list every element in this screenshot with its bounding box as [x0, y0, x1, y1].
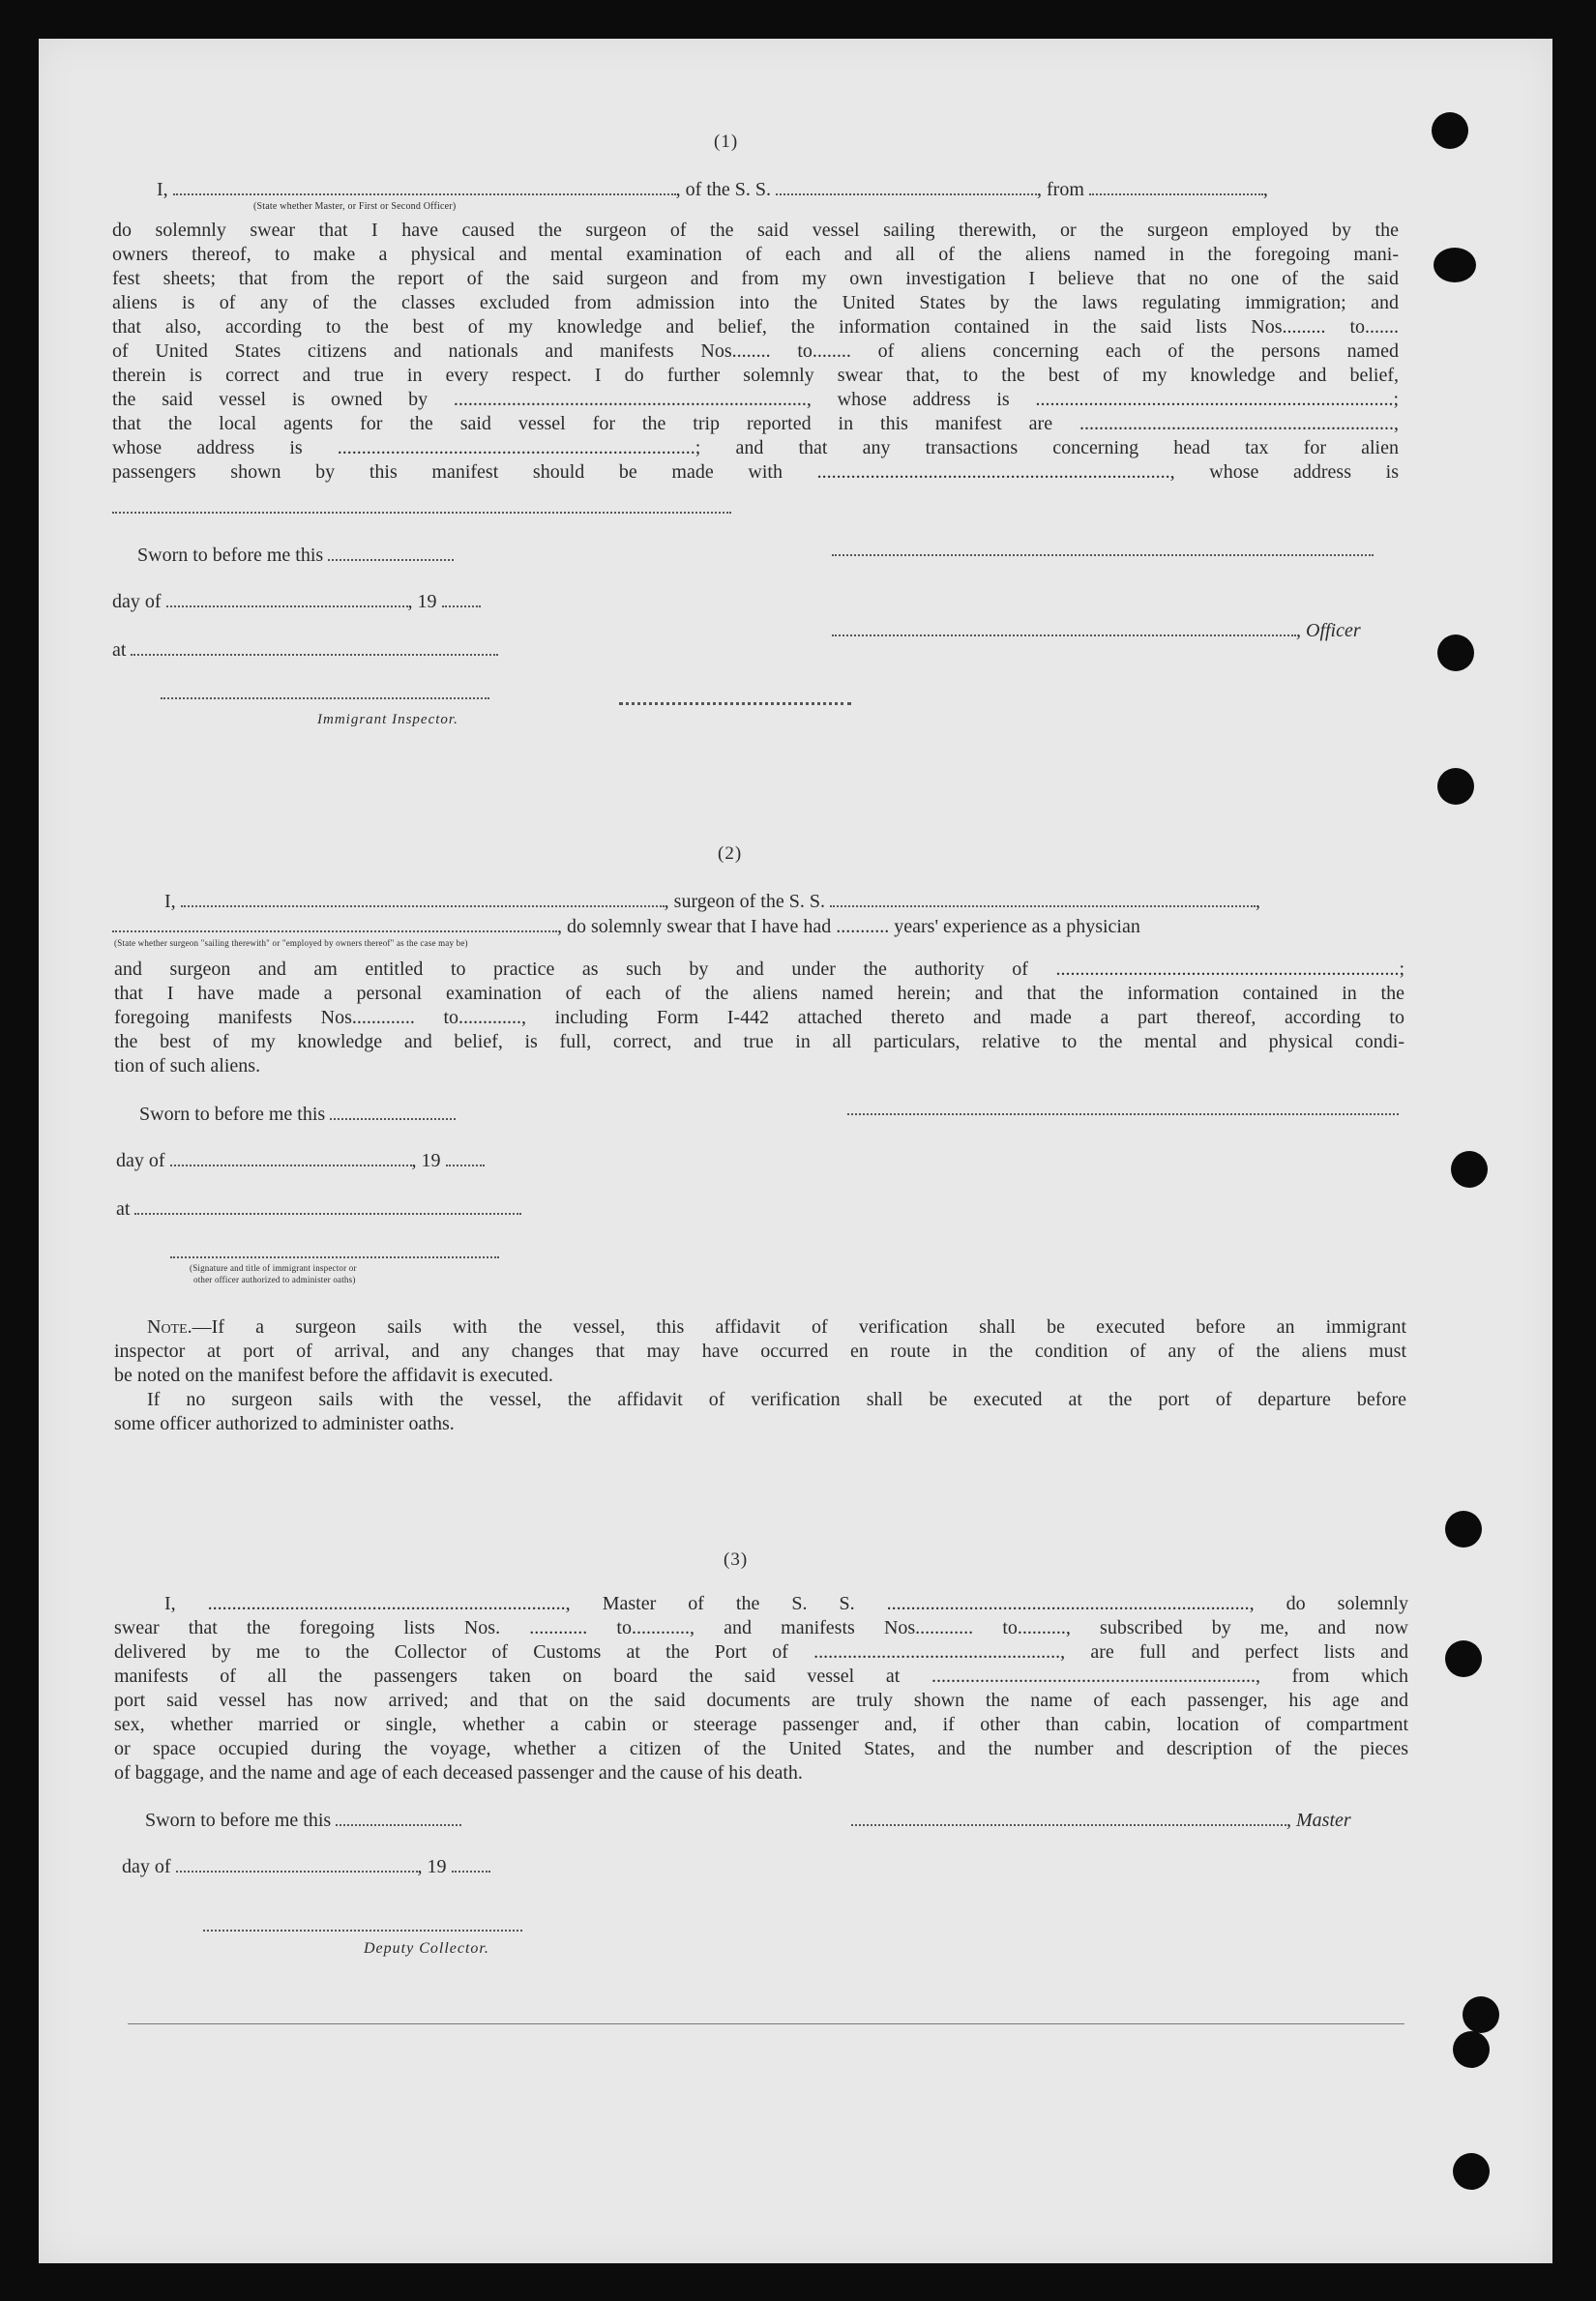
master-label: , Master	[1286, 1810, 1351, 1831]
binder-hole	[1453, 2153, 1490, 2190]
paragraph-line: the best of my knowledge and belief, is full, correct, and true in all particulars, relative to the mental and physical condi-	[114, 1031, 1404, 1052]
surgeon-name-blank	[181, 890, 665, 907]
paragraph-line: of baggage, and the name and age of each deceased passenger and the cause of his death.	[114, 1762, 803, 1784]
paragraph-line: that also, according to the best of my knowledge and belief, the information contained in the said lists Nos......... to.......	[112, 316, 1399, 338]
note-label: Note.	[147, 1316, 192, 1338]
paragraph-line: do solemnly swear that I have caused the surgeon of the said vessel sailing therewith, or the surgeon employed by the	[112, 220, 1399, 241]
note-line: inspector at port of arrival, and any changes that may have occurred en route in the condition of any of the aliens must	[114, 1341, 1406, 1362]
secondary-signature-blank	[619, 693, 851, 710]
section-2-heading: (2)	[718, 843, 743, 864]
paragraph-line: or space occupied during the voyage, whether a citizen of the United States, and the number and description of the pieces	[114, 1738, 1408, 1759]
paragraph-line: whose address is ..........................................................................; and that any transactions concerning head tax for alien	[112, 437, 1399, 458]
section-1-at-line	[112, 638, 498, 663]
binder-hole	[1445, 1640, 1482, 1677]
month-blank	[176, 1855, 418, 1873]
year-label: , 19	[407, 591, 437, 612]
surgeon-status-blank	[112, 915, 557, 932]
year-blank	[442, 590, 481, 607]
binder-hole	[1463, 1996, 1499, 2033]
section-2-day-line	[116, 1149, 485, 1173]
paragraph-line: passengers shown by this manifest should be made with ........................................................................., whose address is	[112, 461, 1399, 483]
document-page	[39, 39, 1552, 2263]
binder-hole	[1453, 2031, 1490, 2068]
place-blank	[134, 1197, 521, 1215]
paragraph-line: the said vessel is owned by ........................................................................., whose address is ..........................................................................;	[112, 389, 1399, 410]
paragraph-line: sex, whether married or single, whether a cabin or steerage passenger and, if other than cabin, location of compartment	[114, 1714, 1408, 1735]
paragraph-line: that I have made a personal examination of each of the aliens named herein; and that the information contained in the	[114, 983, 1404, 1004]
collector-signature-blank	[203, 1919, 522, 1936]
paragraph-line: owners thereof, to make a physical and mental examination of each and all of the aliens named in the foregoing mani-	[112, 244, 1399, 265]
section-3-day-line	[122, 1855, 490, 1879]
binder-hole	[1437, 634, 1474, 671]
year-label: , 19	[417, 1856, 447, 1877]
paragraph-line: swear that the foregoing lists Nos. ............ to............, and manifests Nos............ to.........., subscribed by me, and now	[114, 1617, 1408, 1638]
paragraph-line: aliens is of any of the classes excluded from admission into the United States by the laws regulating immigration; and	[112, 292, 1399, 313]
signature-caption-1: (Signature and title of immigrant inspector or	[190, 1263, 357, 1273]
section-2-sworn-line	[139, 1103, 456, 1127]
month-blank	[166, 590, 408, 607]
section-1-sworn-line	[137, 544, 454, 568]
sworn-label: Sworn to before me this	[137, 545, 324, 566]
section-1-heading: (1)	[714, 132, 739, 152]
paragraph-line: foregoing manifests Nos............. to............., including Form I-442 attached thereto and made a part thereof, according to	[114, 1007, 1404, 1028]
section-3-sworn-line	[145, 1809, 461, 1833]
surgeon-ss-label: , surgeon of the S. S.	[664, 891, 825, 912]
note2-line: If no surgeon sails with the vessel, the affidavit of verification shall be executed at the port of departure before	[147, 1389, 1406, 1410]
bottom-rule	[128, 2023, 1404, 2024]
paragraph-line: manifests of all the passengers taken on board the said vessel at ..................................................................., from which	[114, 1666, 1408, 1687]
port-blank	[1089, 178, 1263, 195]
day-of-label: day of	[112, 591, 162, 612]
binder-hole	[1432, 112, 1468, 149]
binder-hole	[1433, 248, 1476, 282]
day-of-label: day of	[116, 1150, 165, 1171]
section-1-day-line	[112, 590, 481, 614]
section-3-master-line	[851, 1809, 1351, 1833]
section-2-oath-paragraph	[114, 958, 1404, 1078]
paragraph-line: port said vessel has now arrived; and that on the said documents are truly shown the name of each passenger, his age and	[114, 1690, 1408, 1711]
collector-label: Deputy Collector.	[364, 1940, 489, 1957]
section-1-first-line: I, , of the S. S. , from ,	[157, 179, 1268, 200]
note-text: —If a surgeon sails with the vessel, this affidavit of verification shall be executed before an immigrant	[192, 1316, 1406, 1338]
first-line-start: I,	[164, 891, 176, 912]
officer-label: , Officer	[1296, 620, 1361, 641]
year-blank	[446, 1149, 485, 1166]
paragraph-line: delivered by me to the Collector of Customs at the Port of ..................................................., are full and perfect lists and	[114, 1641, 1408, 1663]
first-line-start: I,	[157, 179, 168, 200]
section-3-oath-paragraph	[114, 1592, 1408, 1785]
section-2-note	[114, 1315, 1406, 1436]
month-blank	[170, 1149, 412, 1166]
sworn-label: Sworn to before me this	[145, 1810, 332, 1831]
note-line: be noted on the manifest before the affidavit is executed.	[114, 1365, 553, 1386]
paragraph-line: fest sheets; that from the report of the said surgeon and from my own investigation I believe that no one of the said	[112, 268, 1399, 289]
officer-signature-blank	[170, 1246, 499, 1263]
signature-caption-2: other officer authorized to administer oaths)	[193, 1275, 356, 1284]
agent-address-blank	[112, 501, 731, 518]
sworn-date-blank	[330, 1103, 456, 1120]
section-1-signature-blank	[832, 544, 1374, 561]
binder-hole	[1451, 1151, 1488, 1188]
rank-caption: (State whether Master, or First or Second Officer)	[253, 201, 457, 212]
sworn-date-blank	[328, 544, 454, 561]
section-1-officer-line	[832, 619, 1361, 643]
paragraph-line: therein is correct and true in every respect. I do further solemnly swear that, to the best of my knowledge and belief,	[112, 365, 1399, 386]
year-blank	[452, 1855, 490, 1873]
paragraph-line: of United States citizens and nationals and manifests Nos........ to........ of aliens concerning each of the persons named	[112, 340, 1399, 362]
from-label: , from	[1037, 179, 1084, 200]
inspector-signature-blank	[161, 687, 489, 704]
sworn-label: Sworn to before me this	[139, 1104, 326, 1125]
vessel-name-blank	[830, 890, 1256, 907]
section-2-at-line	[116, 1197, 521, 1222]
place-blank	[131, 638, 498, 656]
paragraph-line: tion of such aliens.	[114, 1055, 261, 1077]
section-3-heading: (3)	[724, 1549, 749, 1570]
section-2-first-line: I, , surgeon of the S. S. ,	[164, 891, 1260, 912]
binder-hole	[1445, 1511, 1482, 1548]
paragraph-line: I, .........................................................................., Master of the S. S. ..........................................................................., do solemnly	[164, 1593, 1408, 1614]
section-2-signature-blank	[847, 1103, 1399, 1120]
paragraph-line: and surgeon and am entitled to practice as such by and under the authority of .......................................................................;	[114, 959, 1404, 980]
year-label: , 19	[411, 1150, 441, 1171]
surgeon-status-caption: (State whether surgeon "sailing therewith" or "employed by owners thereof" as the case may be)	[114, 938, 468, 948]
of-ss-label: , of the S. S.	[675, 179, 772, 200]
section-2-second-line	[112, 915, 1140, 939]
binder-hole	[1437, 768, 1474, 805]
note-first-line	[114, 1315, 1406, 1340]
experience-text: , do solemnly swear that I have had ........... years' experience as a physician	[557, 916, 1140, 937]
note2-line: some officer authorized to administer oaths.	[114, 1413, 455, 1434]
vessel-name-blank	[776, 178, 1037, 195]
sworn-date-blank	[336, 1809, 461, 1826]
paragraph-line: that the local agents for the said vessel for the trip reported in this manifest are .................................................................,	[112, 413, 1399, 434]
rank-blank	[173, 178, 676, 195]
section-1-oath-paragraph	[112, 219, 1399, 485]
master-signature-blank	[851, 1809, 1286, 1826]
at-label: at	[116, 1198, 131, 1220]
officer-blank	[832, 619, 1296, 636]
at-label: at	[112, 639, 127, 661]
inspector-label: Immigrant Inspector.	[317, 712, 458, 727]
day-of-label: day of	[122, 1856, 171, 1877]
